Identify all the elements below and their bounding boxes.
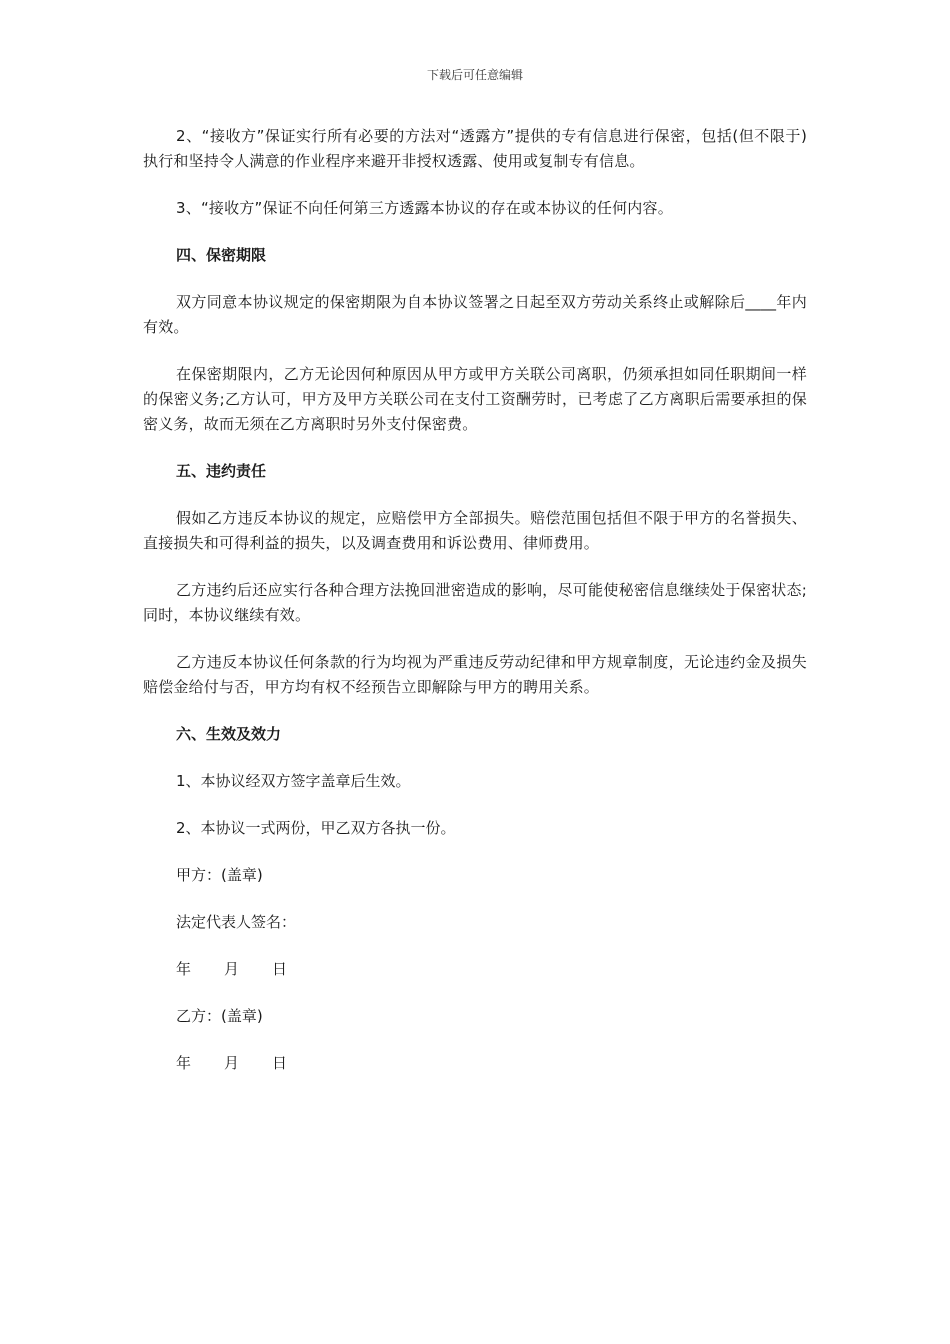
date-year-label: 年 — [176, 1054, 192, 1072]
section-4-paragraph-2: 在保密期限内，乙方无论因何种原因从甲方或甲方关联公司离职，仍须承担如同任职期间一样的保密义务;乙方认可，甲方及甲方关联公司在支付工资酬劳时，已考虑了乙方离职后需要承担的保密义务，故而无须在乙方离职时另外支付保密费。 — [143, 365, 807, 433]
legal-representative-signature-label: 法定代表人签名： — [176, 913, 297, 931]
section-5-paragraph-2: 乙方违约后还应实行各种合理方法挽回泄密造成的影响，尽可能使秘密信息继续处于保密状态;同时，本协议继续有效。 — [143, 581, 807, 624]
page-header: 下载后可任意编辑 — [426, 68, 523, 82]
party-a-date-row — [143, 957, 807, 982]
date-month-label: 月 — [224, 1054, 240, 1072]
party-a-seal-label: 甲方：(盖章) — [176, 866, 263, 884]
party-b-date-row — [143, 1051, 807, 1076]
date-year-label: 年 — [176, 960, 192, 978]
section-4-title: 四、保密期限 — [176, 246, 267, 264]
section-6-item-1: 1、本协议经双方签字盖章后生效。 — [176, 772, 411, 790]
section-5-title: 五、违约责任 — [176, 462, 267, 480]
party-b-seal-label: 乙方：(盖章) — [176, 1007, 263, 1025]
clause-2: 2、“接收方”保证实行所有必要的方法对“透露方”提供的专有信息进行保密，包括(但不限于)执行和坚持令人满意的作业程序来避开非授权透露、使用或复制专有信息。 — [143, 127, 807, 170]
clause-3: 3、“接收方”保证不向任何第三方透露本协议的存在或本协议的任何内容。 — [176, 199, 673, 217]
section-5-paragraph-3: 乙方违反本协议任何条款的行为均视为严重违反劳动纪律和甲方规章制度，无论违约金及损失赔偿金给付与否，甲方均有权不经预告立即解除与甲方的聘用关系。 — [143, 653, 807, 696]
section-5-paragraph-1: 假如乙方违反本协议的规定，应赔偿甲方全部损失。赔偿范围包括但不限于甲方的名誉损失、直接损失和可得利益的损失，以及调查费用和诉讼费用、律师费用。 — [143, 509, 807, 552]
document-body — [143, 124, 807, 1098]
date-day-label: 日 — [272, 960, 288, 978]
date-day-label: 日 — [272, 1054, 288, 1072]
section-4-paragraph-1: 双方同意本协议规定的保密期限为自本协议签署之日起至双方劳动关系终止或解除后____年内有效。 — [143, 293, 807, 336]
section-6-item-2: 2、本协议一式两份，甲乙双方各执一份。 — [176, 819, 456, 837]
date-month-label: 月 — [224, 960, 240, 978]
section-6-title: 六、生效及效力 — [176, 725, 282, 743]
